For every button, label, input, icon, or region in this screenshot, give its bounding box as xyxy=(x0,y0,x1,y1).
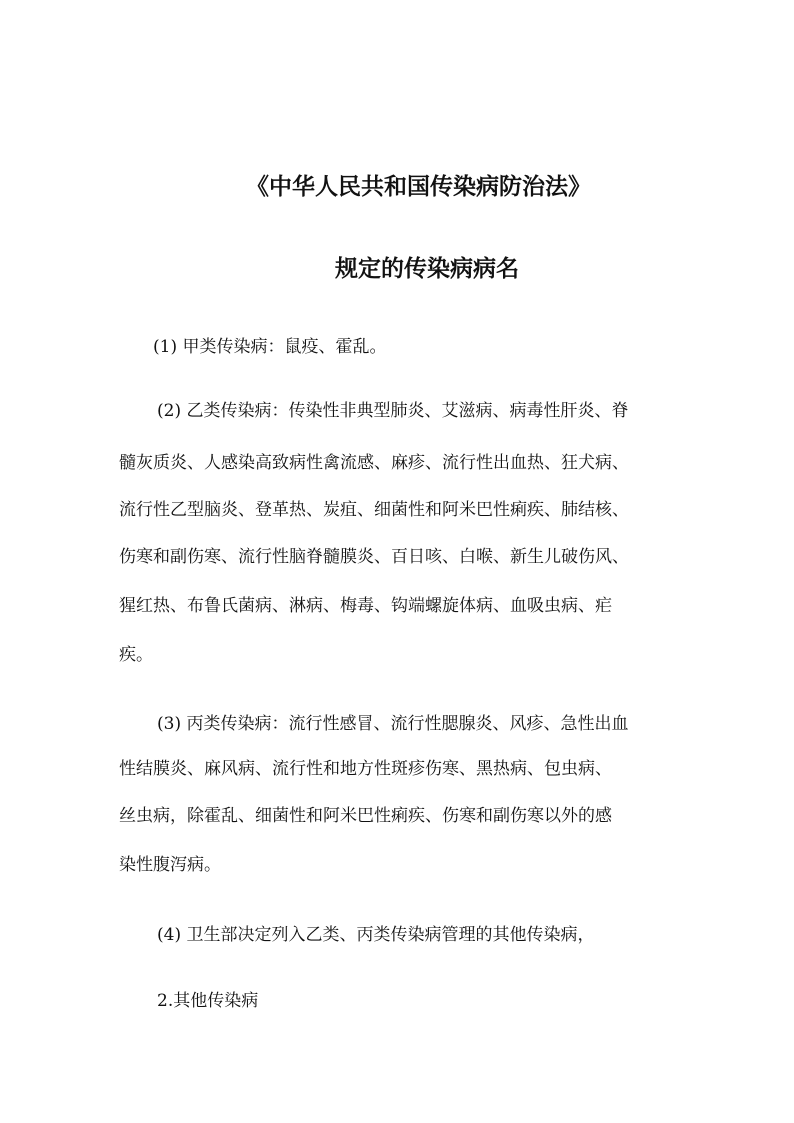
paragraph-class-c-line: 丝虫病，除霍乱、细菌性和阿米巴性痢疾、伤寒和副伤寒以外的感 xyxy=(119,806,612,826)
paragraph-class-b-line: 流行性乙型脑炎、登革热、炭疽、细菌性和阿米巴性痢疾、肺结核、 xyxy=(119,500,629,520)
paragraph-class-a: (1) 甲类传染病：鼠疫、霍乱。 xyxy=(153,337,387,357)
paragraph-class-b-line: 疾。 xyxy=(119,645,153,665)
document-subtitle: 规定的传染病病名 xyxy=(335,255,519,282)
paragraph-class-b-line: 髓灰质炎、人感染高致病性禽流感、麻疹、流行性出血热、狂犬病、 xyxy=(119,453,629,473)
paragraph-class-c-line: 性结膜炎、麻风病、流行性和地方性斑疹伤寒、黑热病、包虫病、 xyxy=(119,759,612,779)
paragraph-other-managed: (4) 卫生部决定列入乙类、丙类传染病管理的其他传染病， xyxy=(157,925,595,945)
section-heading-other-diseases: 2.其他传染病 xyxy=(157,991,259,1011)
paragraph-class-c-line: (3) 丙类传染病：流行性感冒、流行性腮腺炎、风疹、急性出血 xyxy=(157,714,629,734)
paragraph-class-c-line: 染性腹泻病。 xyxy=(119,855,221,875)
paragraph-class-b-line: 猩红热、布鲁氏菌病、淋病、梅毒、钩端螺旋体病、血吸虫病、疟 xyxy=(119,596,612,616)
document-title: 《中华人民共和国传染病防治法》 xyxy=(246,173,591,200)
paragraph-class-b-line: (2) 乙类传染病：传染性非典型肺炎、艾滋病、病毒性肝炎、脊 xyxy=(157,401,629,421)
paragraph-class-b-line: 伤寒和副伤寒、流行性脑脊髓膜炎、百日咳、白喉、新生儿破伤风、 xyxy=(119,547,629,567)
